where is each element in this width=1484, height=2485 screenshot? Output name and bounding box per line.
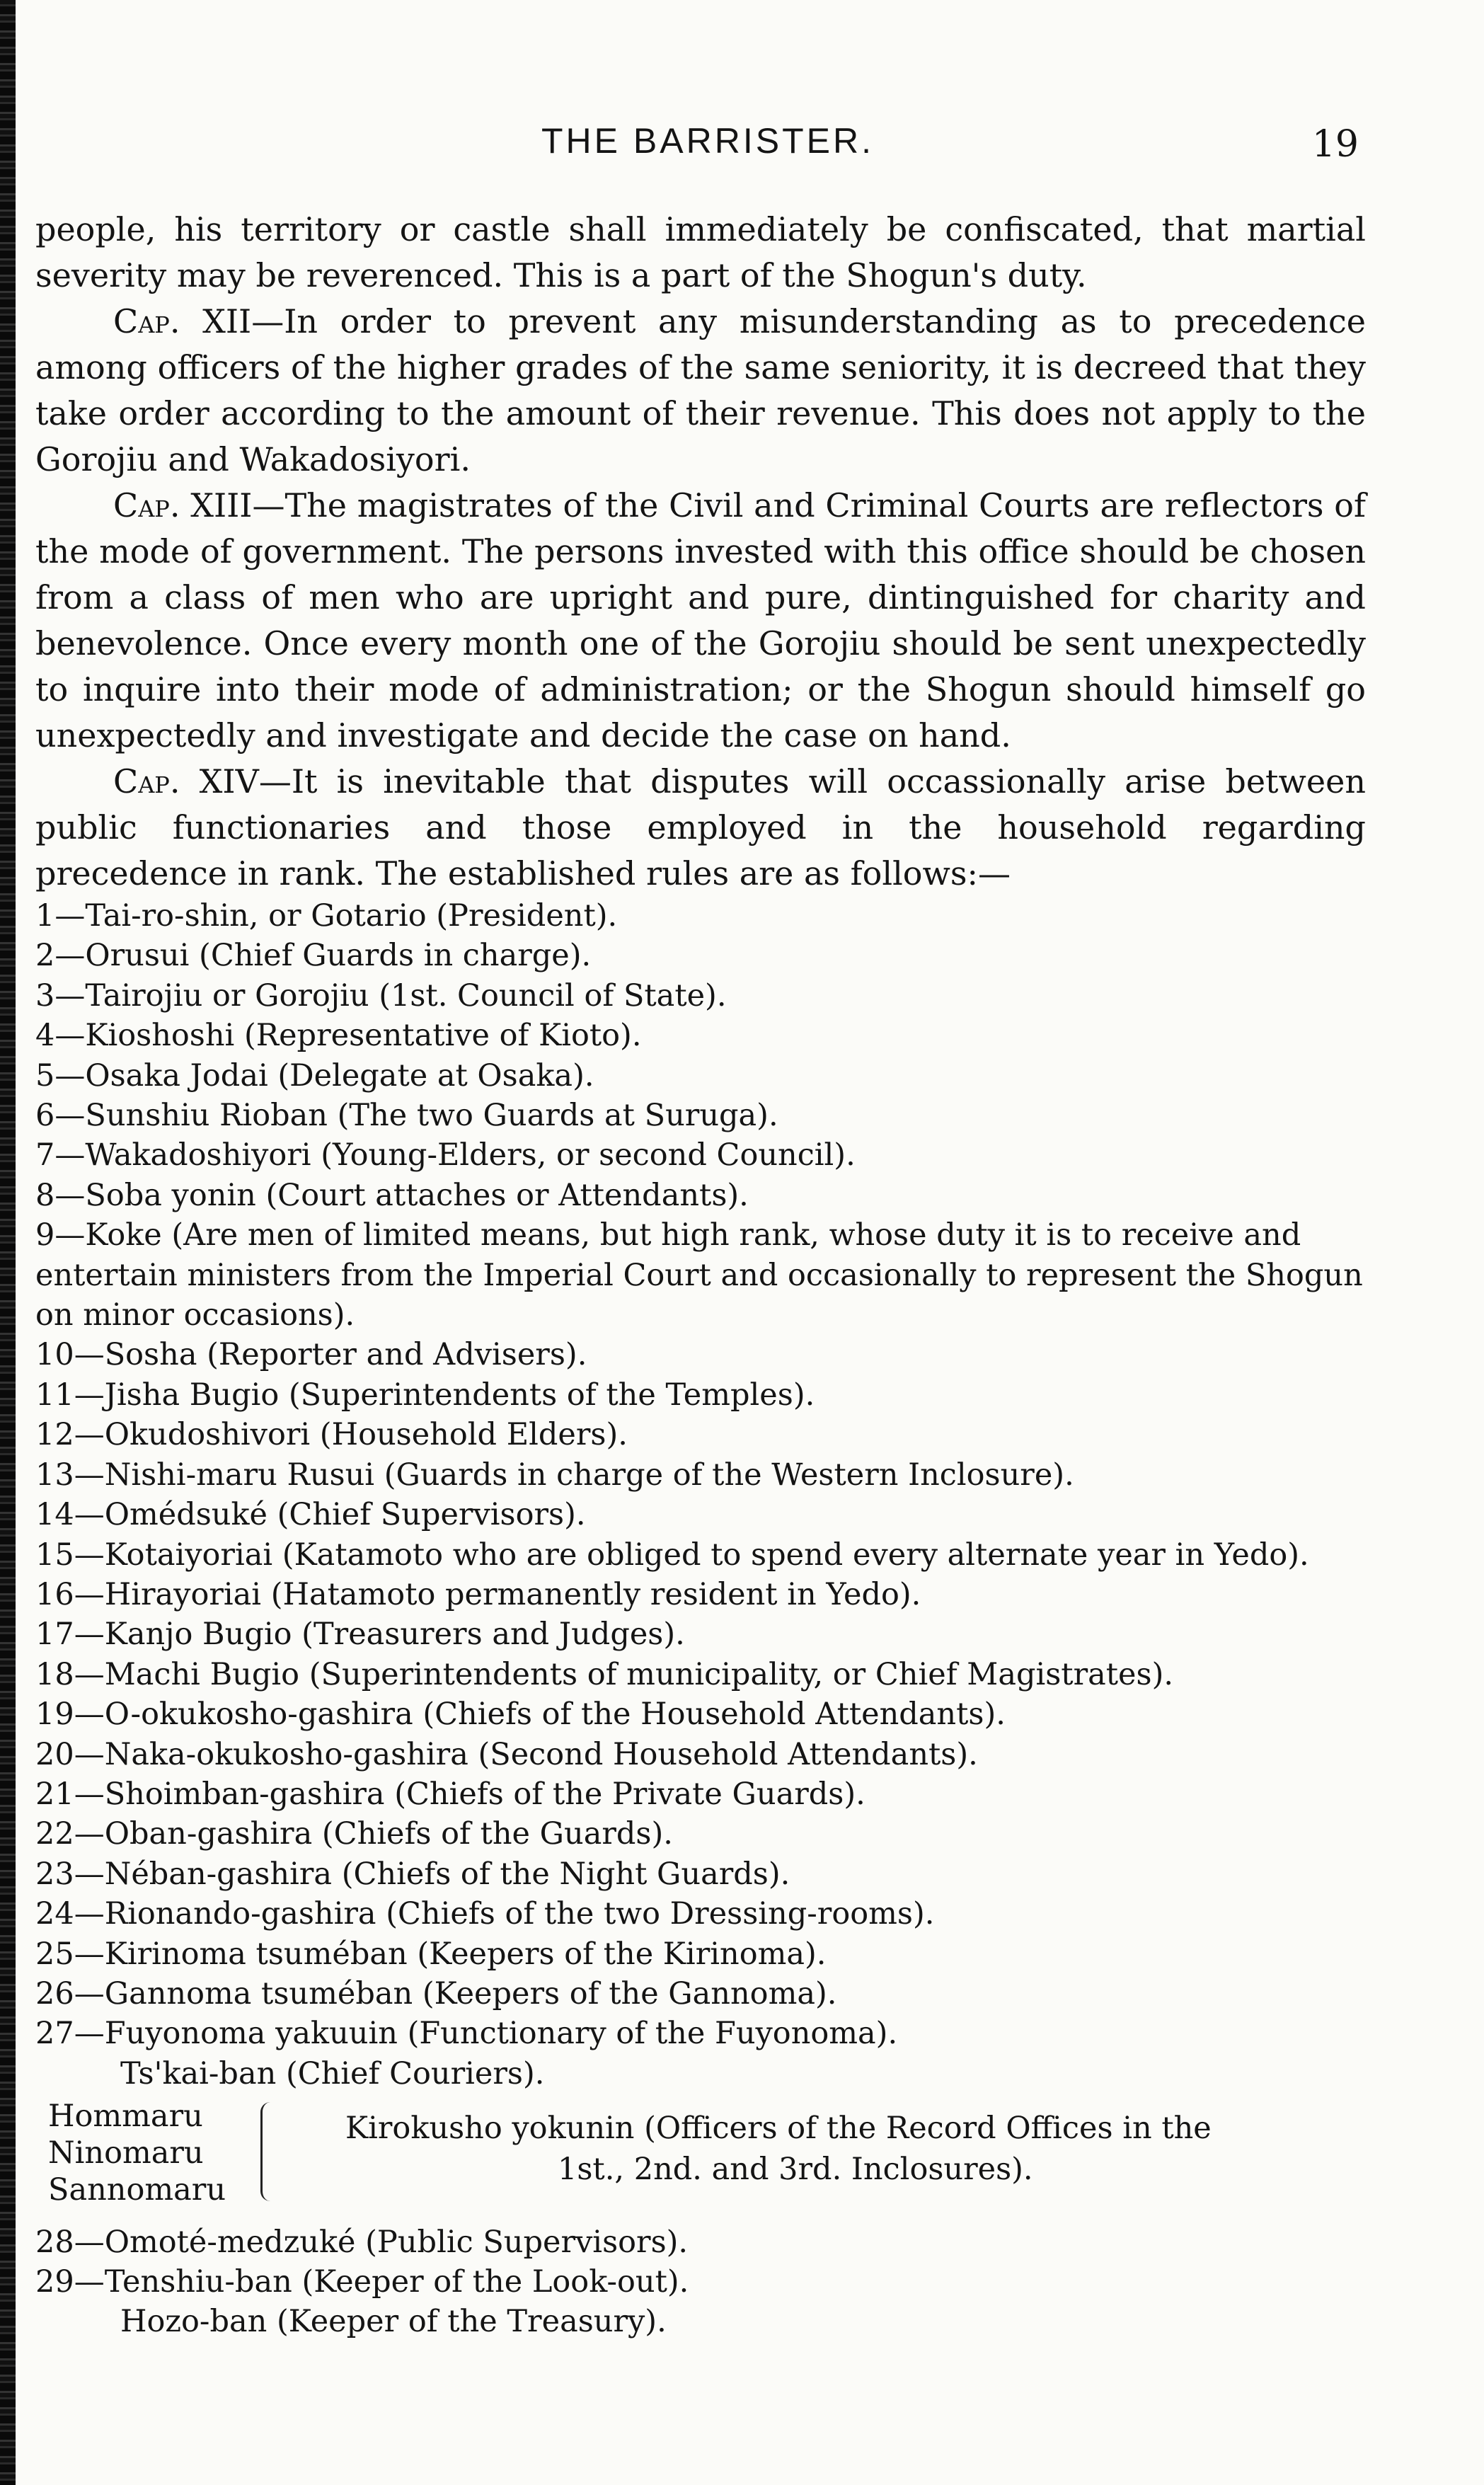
list-item: 13—Nishi-maru Rusui (Guards in charge of the Western Inclosure).	[35, 1457, 1074, 1493]
list-item: 16—Hirayoriai (Hatamoto permanently resident in Yedo).	[35, 1576, 921, 1612]
list-item: 8—Soba yonin (Court attaches or Attendants).	[35, 1177, 749, 1213]
paragraph-text: —The magistrates of the Civil and Criminal Courts are reflectors of the mode of government. The persons invested with this office should be chosen from a class of men who are upright and pure, dintinguished for charity and benevolence. Once every month one of the Gorojiu should be sent unexpectedly to inquire into their mode of administration; or the Shogun should himself go unexpectedly and investigate and decide the case on hand.	[35, 486, 1367, 754]
list-item: 12—Okudoshivori (Household Elders).	[35, 1417, 628, 1453]
list-item: 5—Osaka Jodai (Delegate at Osaka).	[35, 1057, 594, 1094]
brace-icon	[260, 2102, 272, 2201]
binding-gutter	[0, 0, 16, 2485]
list-subitem: Ts'kai-ban (Chief Couriers).	[120, 2055, 545, 2091]
list-item: 11—Jisha Bugio (Superintendents of the Temples).	[35, 1377, 815, 1413]
rank-list-tail	[35, 2222, 1380, 2341]
chapter-label: Cap. XIV	[113, 762, 259, 800]
list-subitem: Hozo-ban (Keeper of the Treasury).	[120, 2304, 667, 2339]
list-item: 7—Wakadoshiyori (Young-Elders, or second Council).	[35, 1137, 856, 1173]
page-header	[42, 120, 1373, 170]
bracket-name: Hommaru	[48, 2099, 203, 2134]
list-item: 4—Kioshoshi (Representative of Kioto).	[35, 1018, 642, 1054]
list-item: 19—O-okukosho-gashira (Chiefs of the Household Attendants).	[35, 1697, 1006, 1733]
bracket-name: Sannomaru	[48, 2172, 226, 2208]
list-item: 1—Tai-ro-shin, or Gotario (President).	[35, 898, 618, 934]
bracket-text-line: Kirokusho yokunin (Officers of the Record Offices in the	[345, 2111, 1212, 2146]
list-item: 24—Rionando-gashira (Chiefs of the two Dressing-rooms).	[35, 1896, 935, 1932]
paragraph-cap-xiv	[35, 759, 1366, 897]
list-item: 9—Koke (Are men of limited means, but high rank, whose duty it is to receive and entertain ministers from the Imperial Court and occasionally to represent the Shogun on minor occasions).	[35, 1217, 1363, 1333]
list-item: 17—Kanjo Bugio (Treasurers and Judges).	[35, 1617, 685, 1653]
page-number: 19	[1311, 123, 1359, 166]
list-item: 14—Omédsuké (Chief Supervisors).	[35, 1497, 586, 1533]
paragraph-cap-xii	[35, 299, 1366, 483]
list-item: 26—Gannoma tsuméban (Keepers of the Gannoma).	[35, 1975, 837, 2011]
list-item: 25—Kirinoma tsuméban (Keepers of the Kirinoma).	[35, 1936, 827, 1972]
list-item: 6—Sunshiu Rioban (The two Guards at Suruga).	[35, 1098, 778, 1134]
paragraph-continuation	[35, 207, 1366, 299]
paragraph-cap-xiii	[35, 483, 1366, 759]
list-item: 15—Kotaiyoriai (Katamoto who are obliged to spend every alternate year in Yedo).	[35, 1537, 1309, 1573]
list-item: 3—Tairojiu or Gorojiu (1st. Council of State).	[35, 977, 727, 1014]
paragraph-text: —It is inevitable that disputes will occassionally arise between public functionaries and those employed in the household regarding precedence in rank. The established rules are as follows:—	[35, 762, 1366, 893]
running-head: THE BARRISTER.	[541, 121, 874, 161]
list-item: 18—Machi Bugio (Superintendents of municipality, or Chief Magistrates).	[35, 1656, 1174, 1692]
rank-list	[35, 896, 1380, 2094]
list-item: 2—Orusui (Chief Guards in charge).	[35, 938, 592, 974]
bracket-text-line: 1st., 2nd. and 3rd. Inclosures).	[558, 2152, 1033, 2187]
list-item: 28—Omoté-medzuké (Public Supervisors).	[35, 2225, 689, 2260]
list-item: 20—Naka-okukosho-gashira (Second Household Attendants).	[35, 1736, 978, 1772]
list-item: 29—Tenshiu-ban (Keeper of the Look-out).	[35, 2264, 689, 2300]
chapter-label: Cap. XIII	[113, 486, 253, 524]
paragraph-text: people, his territory or castle shall immediately be confiscated, that martial severity may be reverenced. This is a part of the Shogun's duty.	[35, 210, 1366, 294]
list-item: 27—Fuyonoma yakuuin (Functionary of the Fuyonoma).	[35, 2016, 898, 2052]
chapter-label: Cap. XII	[113, 302, 252, 340]
list-item: 22—Oban-gashira (Chiefs of the Guards).	[35, 1816, 673, 1852]
list-item: 23—Néban-gashira (Chiefs of the Night Guards).	[35, 1856, 790, 1892]
bracket-names	[48, 2098, 226, 2208]
record-offices-bracket	[48, 2098, 1379, 2218]
bracket-name: Ninomaru	[48, 2135, 204, 2171]
list-item: 10—Sosha (Reporter and Advisers).	[35, 1337, 587, 1373]
bracket-text	[345, 2108, 1379, 2190]
list-item: 21—Shoimban-gashira (Chiefs of the Private Guards).	[35, 1776, 865, 1812]
paragraph-text: —In order to prevent any misunderstanding as to precedence among officers of the higher grades of the same seniority, it is decreed that they take order according to the amount of their revenue. This does not apply to the Gorojiu and Wakadosiyori.	[35, 302, 1367, 478]
